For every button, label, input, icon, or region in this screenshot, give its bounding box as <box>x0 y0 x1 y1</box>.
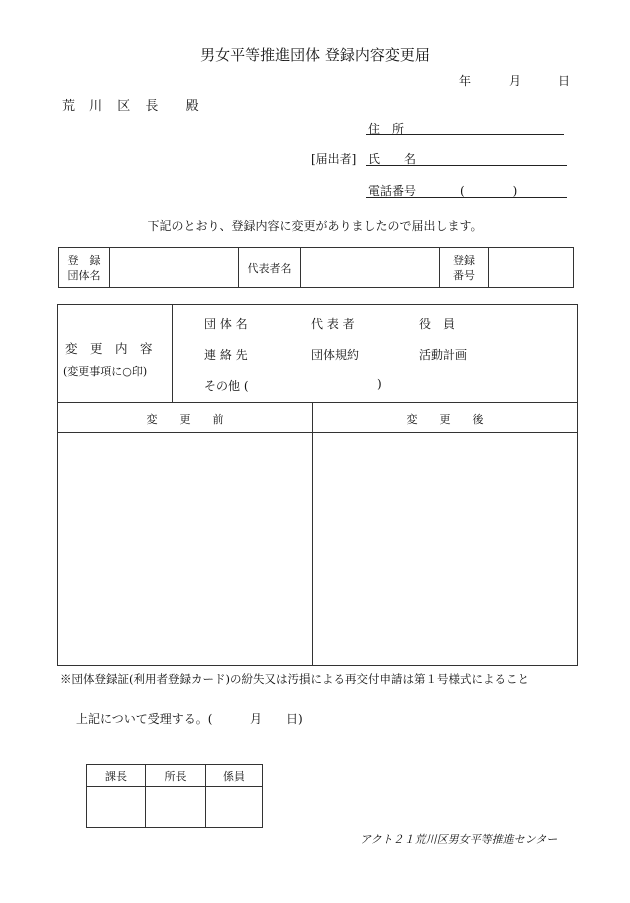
stamp-box-director[interactable] <box>146 787 206 828</box>
before-field[interactable] <box>58 434 312 665</box>
before-label: 変 更 前 <box>146 413 224 426</box>
phone-paren: ( ) <box>460 184 518 198</box>
change-item-group-name[interactable]: 団 体 名 <box>204 317 248 331</box>
stamp-label-staff: 係員 <box>206 765 263 787</box>
address-line[interactable] <box>366 134 564 135</box>
group-name-field[interactable] <box>110 248 239 288</box>
change-section <box>57 304 578 666</box>
registration-table <box>58 247 574 288</box>
acceptance-month: 月 <box>250 712 263 726</box>
change-item-representative[interactable]: 代 表 者 <box>311 317 355 331</box>
name-label: 氏 名 <box>368 152 417 166</box>
addressee <box>62 95 199 114</box>
group-name-label-line2: 団体名 <box>67 268 101 282</box>
stamp-label-section-chief: 課長 <box>87 765 146 787</box>
reg-number-field[interactable] <box>489 248 574 288</box>
stamp-box-staff[interactable] <box>206 787 263 828</box>
before-after-divider <box>312 402 313 665</box>
phone-line[interactable] <box>366 197 567 198</box>
date-year-label: 年 <box>459 74 472 88</box>
group-name-label <box>59 248 110 288</box>
approval-stamp-table <box>86 764 263 828</box>
before-after-header <box>58 402 577 433</box>
name-line[interactable] <box>366 165 567 166</box>
date-month-label: 月 <box>509 74 522 88</box>
acceptance-day: 日) <box>286 712 303 726</box>
reg-number-label-line1: 登録 <box>453 253 475 267</box>
date-day-label: 日 <box>558 74 571 88</box>
reg-number-label <box>440 248 489 288</box>
addressee-char: 荒 <box>62 99 76 114</box>
change-subtitle: (変更事項に○印) <box>63 365 148 378</box>
change-item-contact[interactable]: 連 絡 先 <box>204 348 248 362</box>
addressee-char: 長 <box>145 99 159 114</box>
footer-organization: アクト２１荒川区男女平等推進センター <box>360 833 558 846</box>
phone-label: 電話番号 <box>368 184 417 198</box>
applicant-label: [届出者] <box>311 152 357 166</box>
stamp-box-section-chief[interactable] <box>87 787 146 828</box>
intro-text: 下記のとおり、登録内容に変更がありましたので届出します。 <box>147 219 483 233</box>
after-field[interactable] <box>314 434 577 665</box>
representative-label: 代表者名 <box>239 248 301 288</box>
change-title-cell <box>58 305 173 402</box>
addressee-char: 川 <box>89 99 103 114</box>
stamp-label-director: 所長 <box>146 765 206 787</box>
addressee-char: 区 <box>117 99 131 114</box>
reg-number-label-line2: 番号 <box>453 268 475 282</box>
change-item-other[interactable]: その他 ( <box>204 379 249 393</box>
group-name-label-line1: 登 録 <box>67 253 101 267</box>
acceptance-text: 上記について受理する。( <box>76 712 213 726</box>
representative-field[interactable] <box>301 248 440 288</box>
addressee-honorific: 殿 <box>185 99 199 114</box>
after-label: 変 更 後 <box>406 413 484 426</box>
change-item-other-close: ) <box>377 377 382 391</box>
change-item-bylaws[interactable]: 団体規約 <box>311 348 360 362</box>
reissue-note: ※団体登録証(利用者登録カード)の紛失又は汚損による再交付申請は第１号様式によること <box>60 672 529 686</box>
change-item-officers[interactable]: 役 員 <box>419 317 456 331</box>
change-title: 変 更 内 容 <box>65 341 153 356</box>
form-title: 男女平等推進団体 登録内容変更届 <box>200 46 430 64</box>
address-label: 住 所 <box>368 122 405 136</box>
change-item-activity-plan[interactable]: 活動計画 <box>419 348 468 362</box>
